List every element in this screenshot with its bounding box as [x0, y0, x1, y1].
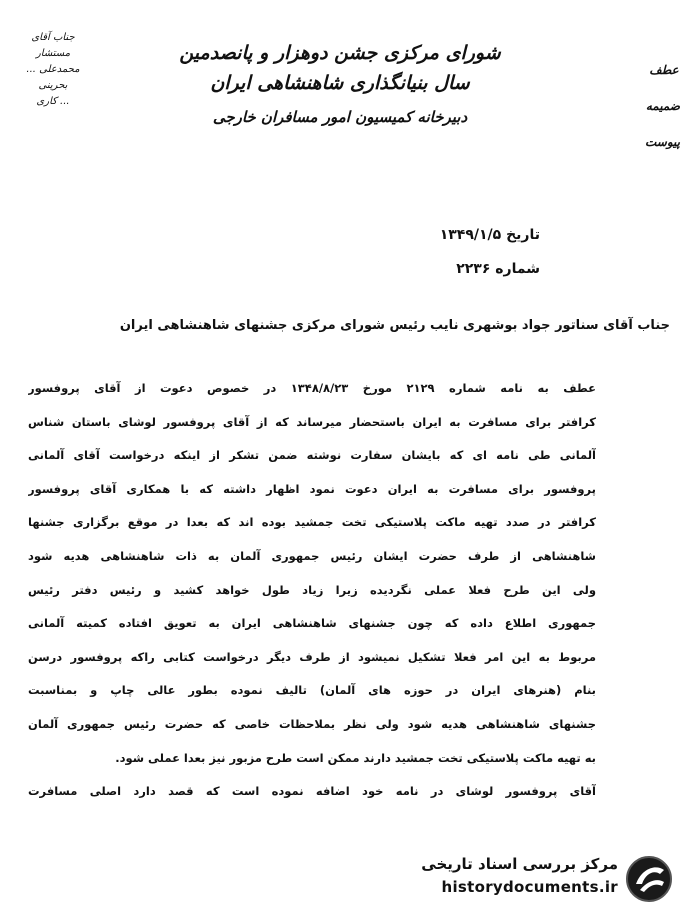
- letter-date: تاریخ ۱۳۴۹/۱/۵: [439, 227, 540, 243]
- letter-meta: [400, 218, 540, 286]
- letter-number: شماره ۲۲۳۶: [456, 261, 540, 277]
- body-line: کرافتر برای مسافرت به ایران باستحضار میرساند که از آقای پروفسور لوشای باستان شناس: [28, 414, 596, 429]
- addressee-line: جناب آقای سناتور جواد بوشهری نایب رئیس شورای مرکزی جشنهای شاهنشاهی ایران: [119, 318, 670, 333]
- body-line: جمهوری اطلاع داده که چون جشنهای شاهنشاهی ایران به تعویق افتاده کمیته آلمانی: [28, 616, 596, 631]
- margin-label-enclosure: ضمیمه: [645, 99, 680, 113]
- body-line: پروفسور برای مسافرت به ایران دعوت نمود اظهار داشته که با همکاری آقای پروفسور: [28, 481, 596, 496]
- letter-body: [28, 372, 596, 809]
- archive-watermark: [408, 852, 678, 908]
- letterhead: [175, 38, 505, 130]
- body-line: آلمانی طی نامه ای که بایشان سفارت نوشته ضمن تشکر از اینکه درخواست آقای آلمانی: [28, 448, 596, 463]
- body-line: بنام (هنرهای ایران در حوزه های آلمان) تالیف نموده بطور عالی چاپ و بمناسبت: [28, 683, 596, 698]
- watermark-text: [408, 852, 618, 898]
- body-line: شاهنشاهی از طرف حضرت ایشان رئیس جمهوری آلمان به ذات شاهنشاهی هدیه شود: [28, 548, 596, 563]
- body-line: جشنهای شاهنشاهی هدیه شود ولی نظر بملاحظات خاصی که حضرت رئیس جمهوری آلمان: [28, 716, 596, 731]
- body-line: به تهیه ماکت پلاستیکی تخت جمشید دارند ممکن است طرح مزبور نیز بعدا عملی شود.: [115, 750, 596, 765]
- letterhead-title: شورای مرکزی جشن دوهزار و پانصدمین سال بنیانگذاری شاهنشاهی ایران: [179, 42, 501, 94]
- body-line: ولی این طرح فعلا عملی نگردیده زیرا زیاد طول خواهد کشید و رئیس دفتر رئیس: [28, 582, 596, 597]
- body-line: آقای پروفسور لوشای در نامه خود اضافه نموده است که قصد دارد اصلی مسافرت: [28, 784, 596, 799]
- right-margin-labels: [645, 52, 680, 160]
- body-line: کرافتر در صدد تهیه ماکت پلاستیکی تخت جمشید بوده اند که بعدا در موقع برگزاری جشنها: [28, 515, 596, 530]
- left-note-line: محمدعلی ... بحرینی: [26, 64, 80, 91]
- body-line: عطف به نامه شماره ۲۱۲۹ مورخ ۱۳۴۸/۸/۲۳ در خصوص دعوت از آقای پروفسور: [28, 381, 596, 395]
- watermark-text-fa: مرکز بررسی اسناد تاریخی: [421, 855, 618, 873]
- margin-label-attachment: پیوست: [645, 135, 680, 149]
- letterhead-subtitle: دبیرخانه کمیسیون امور مسافران خارجی: [212, 108, 468, 126]
- archive-emblem-icon: [624, 854, 674, 904]
- left-margin-note: [14, 30, 92, 110]
- left-note-line: ... کاری: [36, 96, 70, 107]
- left-note-line: جناب آقای مستشار: [31, 32, 75, 59]
- margin-label-reference: عطف: [649, 63, 679, 77]
- watermark-text-en: historydocuments.ir: [441, 878, 618, 896]
- body-line: مربوط به این امر فعلا تشکیل نمیشود از طرف دیگر درخواست کتابی راکه پروفسور درسن: [28, 649, 596, 664]
